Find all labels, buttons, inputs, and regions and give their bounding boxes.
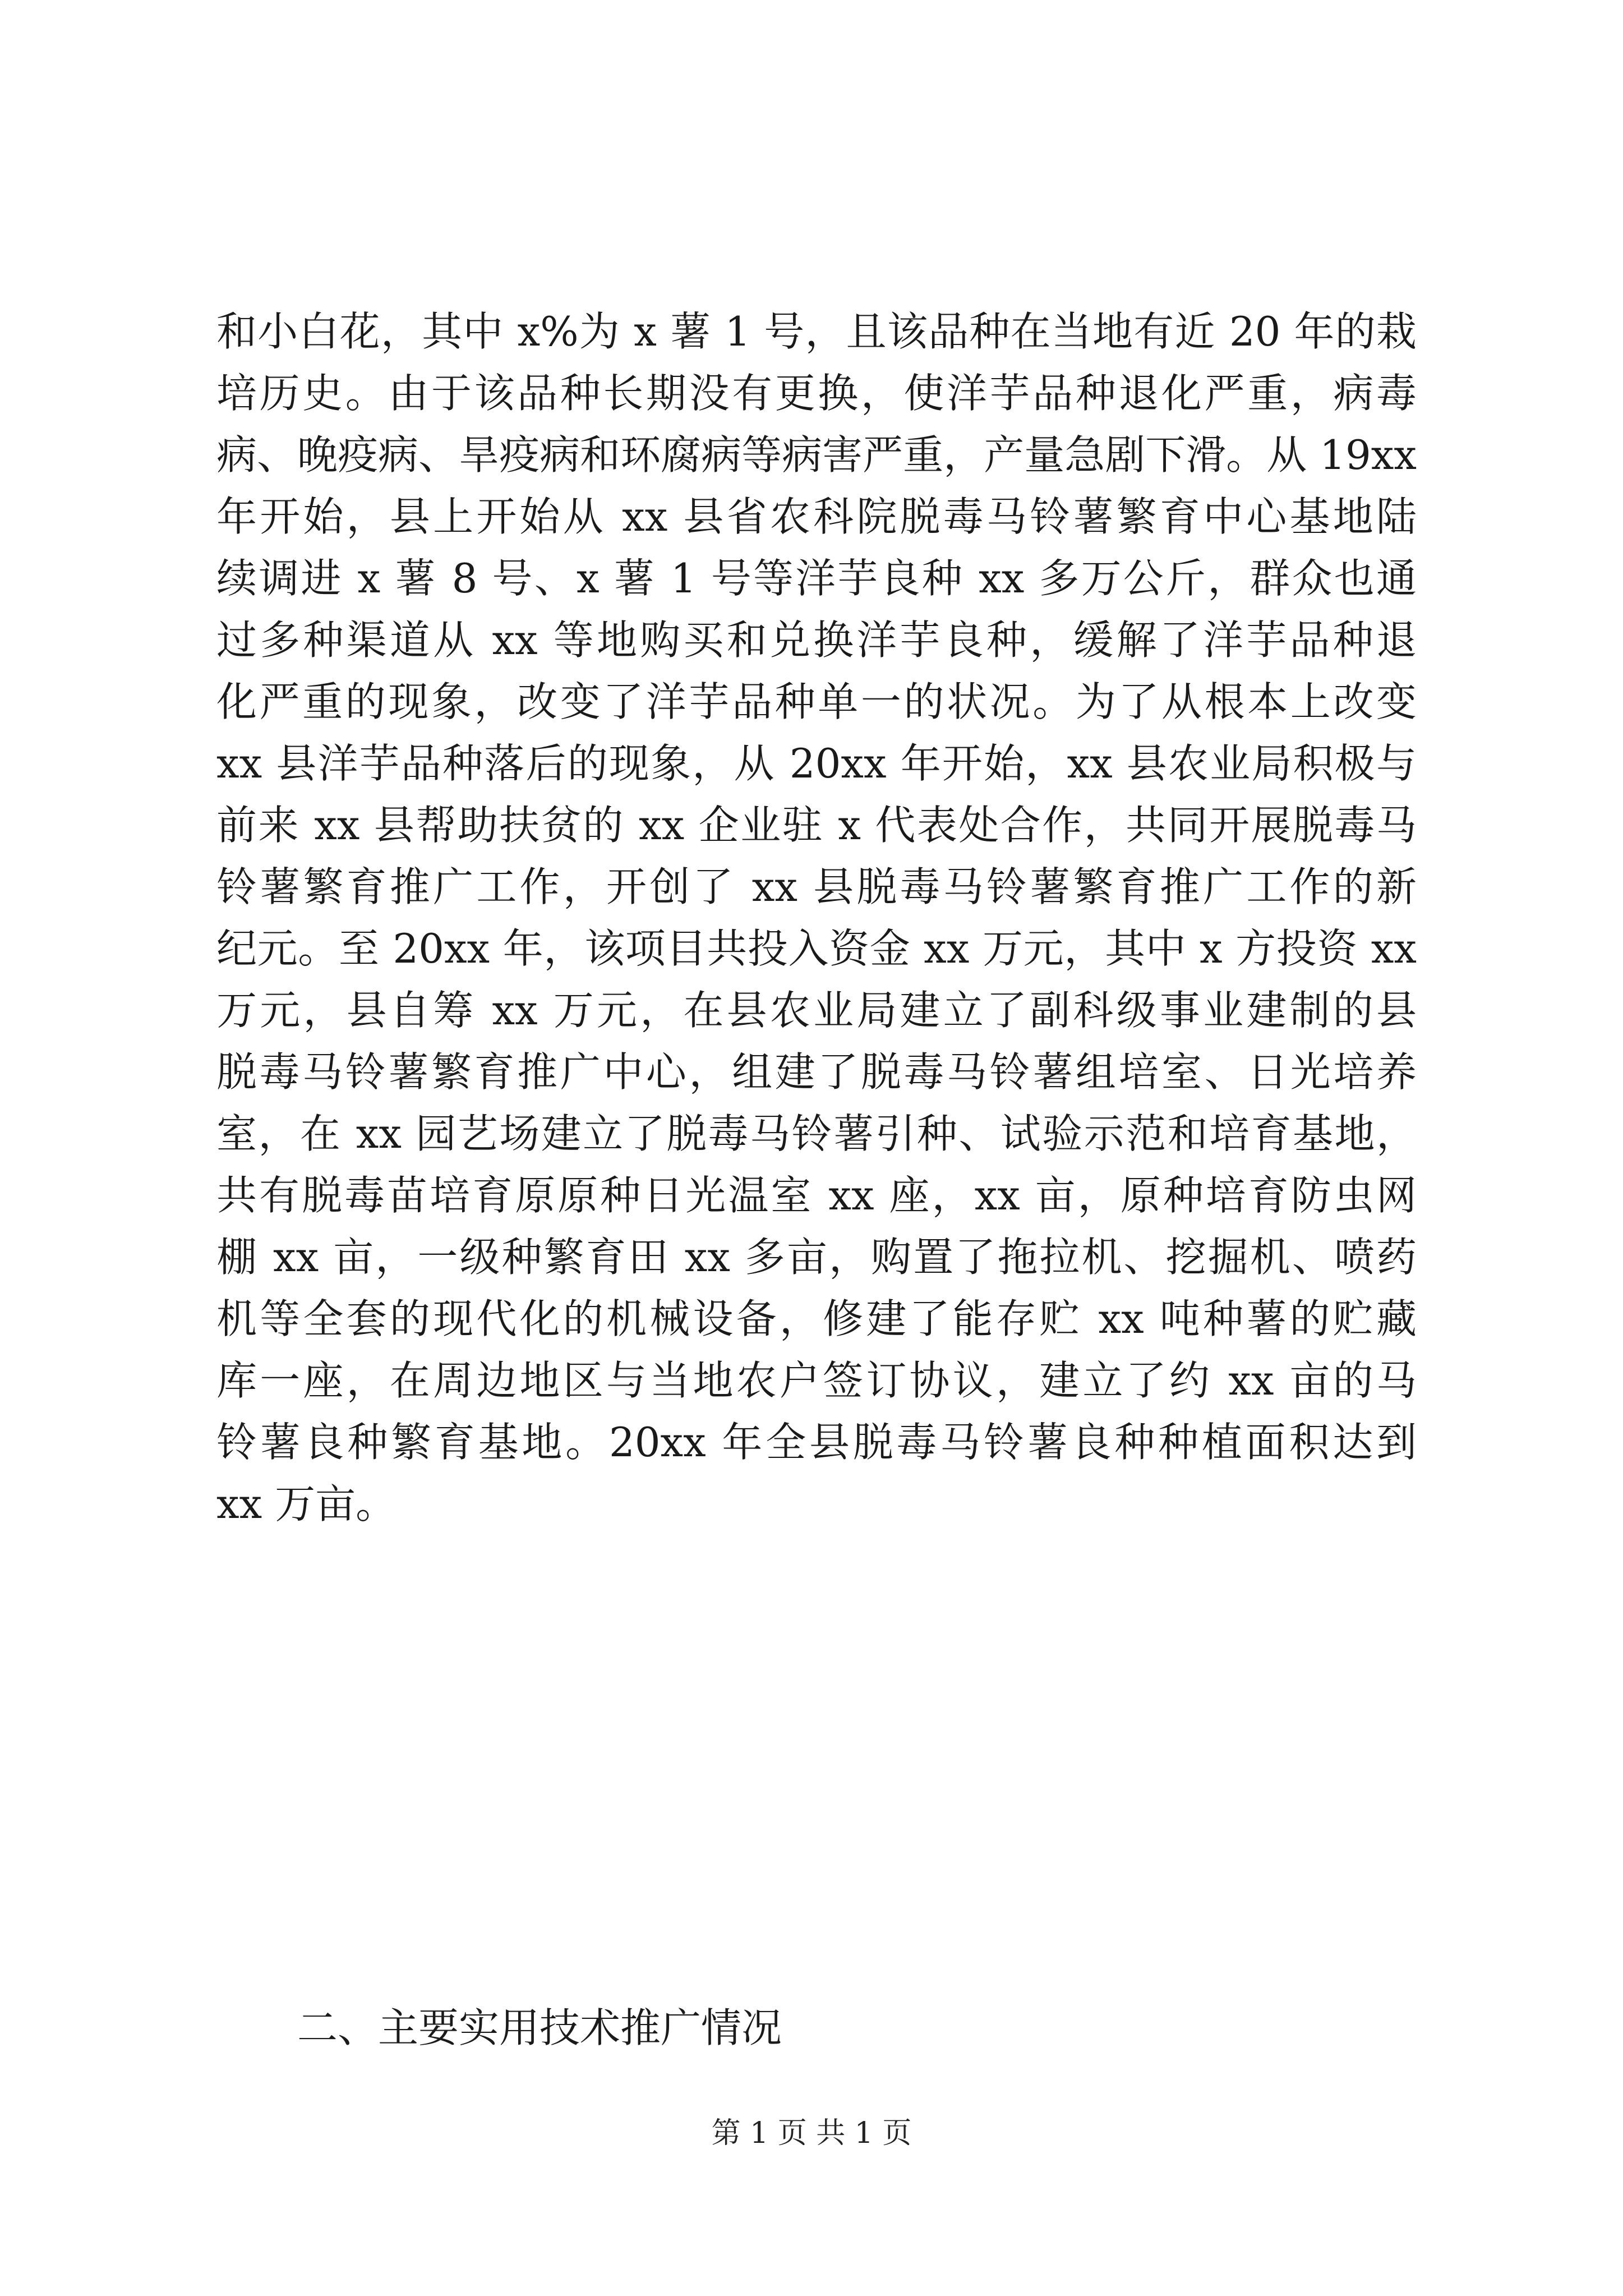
text-line: 前来 xx 县帮助扶贫的 xx 企业驻 x 代表处合作，共同开展脱毒马	[216, 802, 1417, 849]
text-line: 库一座，在周边地区与当地农户签订协议，建立了约 xx 亩的马	[216, 1357, 1417, 1404]
text-line: 培历史。由于该品种长期没有更换，使洋芋品种退化严重，病毒	[216, 370, 1417, 417]
text-line: 铃薯良种繁育基地。20xx 年全县脱毒马铃薯良种种植面积达到	[216, 1419, 1417, 1466]
text-line: xx 万亩。	[216, 1480, 396, 1527]
text-line: 铃薯繁育推广工作，开创了 xx 县脱毒马铃薯繁育推广工作的新	[216, 863, 1417, 910]
text-line: 万元，县自筹 xx 万元，在县农业局建立了副科级事业建制的县	[216, 987, 1417, 1034]
text-line: xx 县洋芋品种落后的现象，从 20xx 年开始，xx 县农业局积极与	[216, 740, 1417, 787]
text-line: 室，在 xx 园艺场建立了脱毒马铃薯引种、试验示范和培育基地，	[216, 1110, 1417, 1157]
text-line: 年开始，县上开始从 xx 县省农科院脱毒马铃薯繁育中心基地陆	[216, 493, 1417, 540]
text-line: 棚 xx 亩，一级种繁育田 xx 多亩，购置了拖拉机、挖掘机、喷药	[216, 1234, 1417, 1281]
text-line: 续调进 x 薯 8 号、x 薯 1 号等洋芋良种 xx 多万公斤，群众也通	[216, 555, 1417, 602]
text-line: 过多种渠道从 xx 等地购买和兑换洋芋良种，缓解了洋芋品种退	[216, 616, 1417, 664]
text-line: 化严重的现象，改变了洋芋品种单一的状况。为了从根本上改变	[216, 678, 1417, 725]
text-line: 脱毒马铃薯繁育推广中心，组建了脱毒马铃薯组培室、日光培养	[216, 1048, 1417, 1096]
text-line: 机等全套的现代化的机械设备，修建了能存贮 xx 吨种薯的贮藏	[216, 1295, 1417, 1342]
text-line: 纪元。至 20xx 年，该项目共投入资金 xx 万元，其中 x 方投资 xx	[216, 925, 1417, 972]
section-heading: 二、主要实用技术推广情况	[297, 2004, 782, 2051]
text-line: 共有脱毒苗培育原原种日光温室 xx 座，xx 亩，原种培育防虫网	[216, 1172, 1417, 1219]
page-footer: 第 1 页 共 1 页	[711, 2116, 912, 2150]
body-paragraph	[216, 301, 1417, 1535]
text-line: 病、晚疫病、旱疫病和环腐病等病害严重，产量急剧下滑。从 19xx	[216, 431, 1417, 478]
text-line: 和小白花，其中 x%为 x 薯 1 号，且该品种在当地有近 20 年的栽	[216, 308, 1417, 355]
